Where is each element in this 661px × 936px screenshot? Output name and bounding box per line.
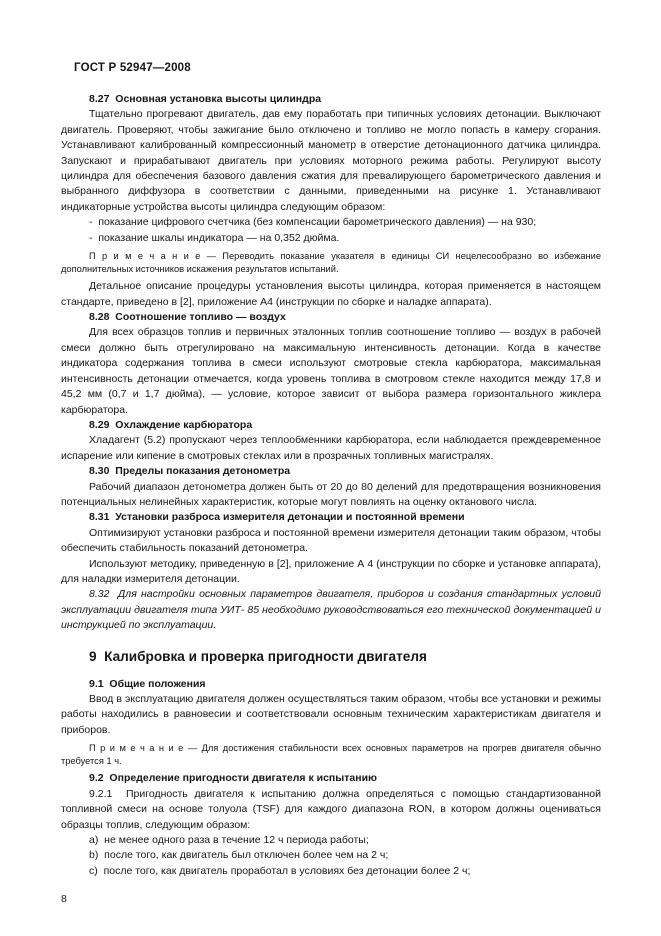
section-heading-9-2: 9.2 Определение пригодности двигателя к испытанию <box>89 772 377 785</box>
section-heading-9: 9 Калибровка и проверка пригодности двигателя <box>89 648 427 664</box>
paragraph-9-1-1: Ввод в эксплуатацию двигателя должен осуществляться таким образом, чтобы все установки и режимы работы находились в равновесии и соответствовали основным техническим характеристикам двигателя и приборов. <box>61 693 601 736</box>
section-heading-9-1: 9.1 Общие положения <box>89 677 206 690</box>
paragraph-8-27-2: Детальное описание процедуры установления высоты цилиндра, которая применяется в настоящем стандарте, приведено в [2], приложение А4 (инструкции по сборке и наладке аппарата). <box>61 280 601 308</box>
paragraph-8-28-1: Для всех образцов топлив и первичных эталонных топлив соотношение топливо — воздух в рабочей смеси должно быть отрегулировано на максимальную интенсивность детонации. Когда в качестве индикатора содержания топлива в смеси используют смотровые стекла карбюратора, максимальная интенсивность детонации отмечается, когда уровень топлива в смотровом стекле находится между 17,8 и 45,2 мм (0,7 и 1,7 дюйма), — условие, которое зависит от выбора размера горизонтального жиклера карбюратора. <box>61 326 601 416</box>
section-heading-8-28: 8.28 Соотношение топливо — воздух <box>89 311 286 324</box>
section-heading-8-27: 8.27 Основная установка высоты цилиндра <box>89 93 322 105</box>
section-heading-8-30: 8.30 Пределы показания детонометра <box>89 465 291 478</box>
section-heading-8-29: 8.29 Охлаждение карбюратора <box>89 418 253 431</box>
document-code-header: ГОСТ Р 52947—2008 <box>74 62 191 74</box>
paragraph-8-32: 8.32 Для настройки основных параметров двигателя, приборов и создания стандартных условий эксплуатации двигателя типа УИТ- 85 необходимо руководствоваться его технической документацией и инструкцией по эксплуатации. <box>61 588 601 632</box>
list-item-a: a) не менее одного раза в течение 12 ч периода работы; <box>89 834 369 847</box>
paragraph-8-31-1: Оптимизируют установки разброса и постоянной времени измерителя детонации таким образом, чтобы обеспечить стабильность показаний детонометра. <box>61 526 601 555</box>
document-content <box>61 92 601 908</box>
note-paragraph: П р и м е ч а н и е — Для достижения стабильности всех основных параметров на прогрев двигателя обычно требуется 1 ч. <box>61 743 601 766</box>
section-heading-8-31: 8.31 Установки разброса измерителя детонации и постоянной времени <box>89 511 465 524</box>
paragraph-8-30-1: Рабочий диапазон детонометра должен быть от 20 до 80 делений для предотвращения возникновения потенциальных нелинейных характеристик, которые могут повлиять на оценку октанового числа. <box>61 480 601 508</box>
paragraph-8-29-1: Хладагент (5.2) пропускают через теплообменники карбюратора, если наблюдается преждевременное испарение или кипение в смотровых стеклах или в прозрачных топливных магистралях. <box>61 434 601 462</box>
list-item-dash: - показание шкалы индикатора — на 0,352 дюйма. <box>89 231 340 244</box>
list-item-c: c) после того, как двигатель проработал в условиях без детонации более 2 ч; <box>89 864 471 877</box>
page-number: 8 <box>61 893 67 906</box>
paragraph-8-31-2: Используют методику, приведенную в [2], приложение А 4 (инструкции по сборке и установке аппарата), для наладки измерителя детонации. <box>61 557 601 585</box>
list-item-dash: - показание цифрового счетчика (без компенсации барометрического давления) — на 930; <box>89 216 537 229</box>
paragraph-9-2-1: 9.2.1 Пригодность двигателя к испытанию должна определяться с помощью стандартизованной топливной смеси на основе толуола (TSF) для каждого диапазона RON, в котором должны оцениваться образцы топлив, следующим образом: <box>61 787 601 831</box>
list-item-b: b) после того, как двигатель был отключен более чем на 2 ч; <box>89 849 389 862</box>
paragraph-8-27-1: Тщательно прогревают двигатель, дав ему поработать при типичных условиях детонации. Выключают двигатель. Проверяют, чтобы зажигание было отключено и топливо не могло попасть в камеру сгорания. Устанавливают калиброванный компрессионный манометр в отверстие детонационного датчика цилиндра. Запускают и прирабатывают двигатель при условиях моторного режима работы. Регулируют высоту цилиндра для обеспечения базового давления сжатия для превалирующего барометрического давления и выбранного диффузора в соответствии с данными, приведенными на рисунке 1. Устанавливают индикаторные устройства высоты цилиндра следующим образом: <box>61 108 601 213</box>
note-paragraph: П р и м е ч а н и е — Переводить показание указателя в единицы СИ нецелесообразно во избежание дополнительных источников искажения результатов испытаний. <box>61 251 601 274</box>
